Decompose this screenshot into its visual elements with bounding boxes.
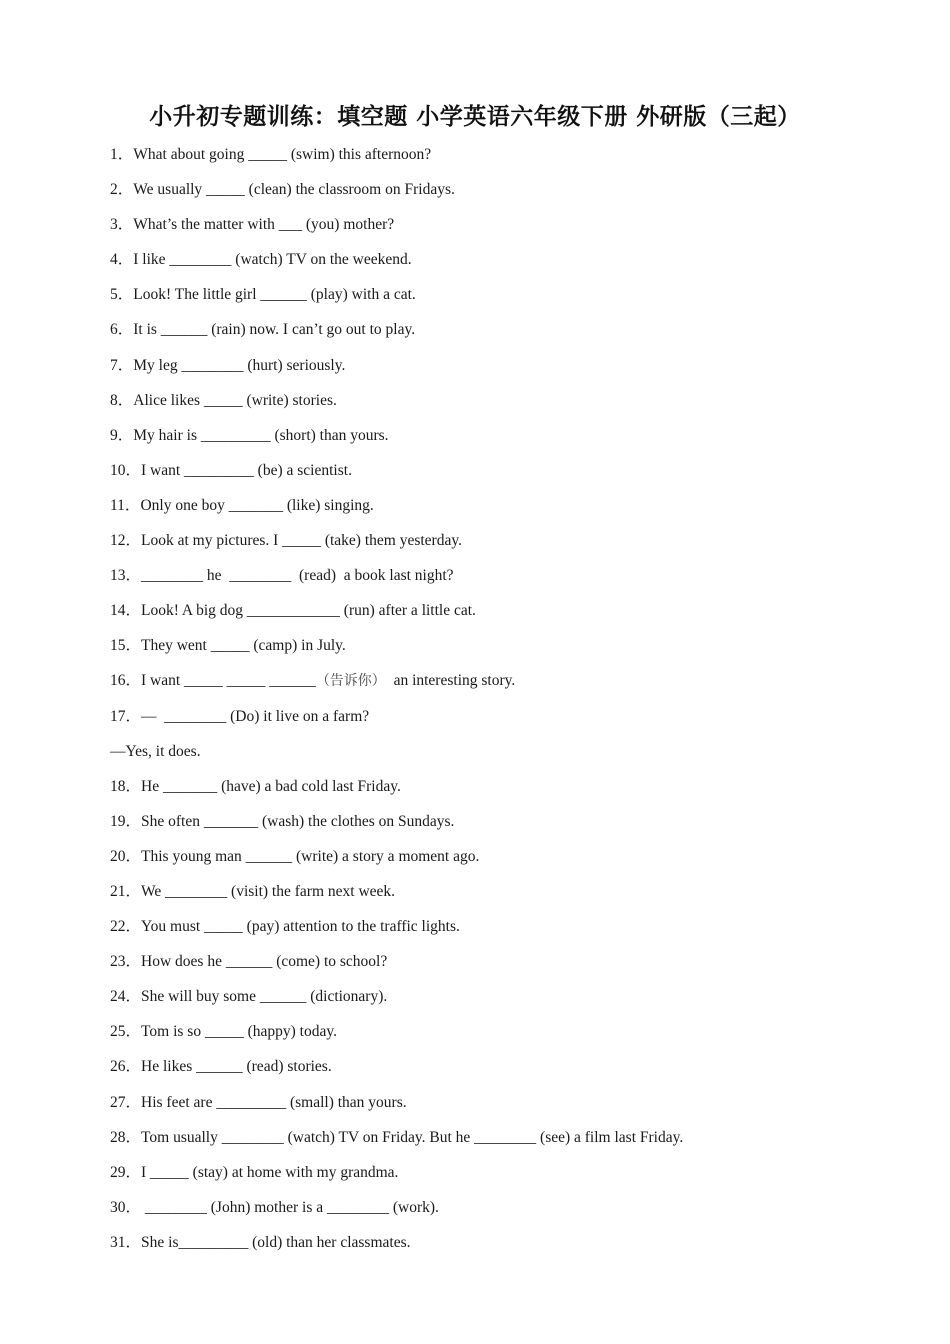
question-text: Look! The little girl ______ (play) with a cat. xyxy=(133,286,416,304)
question-item xyxy=(110,383,910,418)
question-text: What’s the matter with ___ (you) mother? xyxy=(133,216,395,234)
question-text: We ________ (visit) the farm next week. xyxy=(141,882,396,900)
question-item xyxy=(110,734,910,769)
question-text: I like ________ (watch) TV on the weekend. xyxy=(133,251,412,269)
question-item xyxy=(110,558,910,593)
question-text: Tom usually ________ (watch) TV on Friday. But he ________ (see) a film last Friday. xyxy=(141,1128,684,1146)
question-number: 18． xyxy=(110,777,142,795)
question-text: Only one boy _______ (like) singing. xyxy=(140,496,374,514)
question-text: ________ he ________ (read) a book last night? xyxy=(141,567,454,585)
question-number: 13． xyxy=(110,567,142,585)
question-number: 16． xyxy=(110,672,142,690)
question-number: 6． xyxy=(110,321,134,339)
question-text: She will buy some ______ (dictionary). xyxy=(141,988,388,1006)
question-item xyxy=(110,137,910,172)
question-number: 21． xyxy=(110,882,142,900)
question-list xyxy=(110,137,910,1260)
question-number: 25． xyxy=(110,1023,142,1041)
question-number: 20． xyxy=(110,847,142,865)
question-item xyxy=(110,207,910,242)
question-text: I _____ (stay) at home with my grandma. xyxy=(141,1163,399,1181)
question-item xyxy=(110,944,910,979)
question-item xyxy=(110,628,910,663)
question-text: They went _____ (camp) in July. xyxy=(141,637,346,655)
question-number: 4． xyxy=(110,251,134,269)
question-number: 14． xyxy=(110,602,142,620)
question-number: 31． xyxy=(110,1233,142,1251)
question-number: 23． xyxy=(110,953,142,971)
question-item xyxy=(110,909,910,944)
question-item xyxy=(110,1155,910,1190)
question-number: 10． xyxy=(110,461,142,479)
question-text: What about going _____ (swim) this afternoon? xyxy=(133,146,432,163)
question-text: How does he ______ (come) to school? xyxy=(141,953,388,971)
question-number: 22． xyxy=(110,918,142,936)
question-text: — ________ (Do) it live on a farm? xyxy=(141,707,370,725)
question-item xyxy=(110,769,910,804)
question-item xyxy=(110,453,910,488)
question-item xyxy=(110,348,910,383)
question-text: Look at my pictures. I _____ (take) them yesterday. xyxy=(141,532,462,550)
question-item xyxy=(110,874,910,909)
question-number: 12． xyxy=(110,532,142,550)
question-item xyxy=(110,1085,910,1120)
question-item xyxy=(110,804,910,839)
question-item xyxy=(110,312,910,347)
question-number: 24． xyxy=(110,988,142,1006)
question-text: ________ (John) mother is a ________ (work). xyxy=(141,1198,439,1216)
question-text: She is_________ (old) than her classmates. xyxy=(141,1233,411,1251)
question-item xyxy=(110,1014,910,1049)
question-text: I want _____ _____ ______ xyxy=(141,672,316,690)
question-text: My hair is _________ (short) than yours. xyxy=(133,426,389,444)
question-number: 11． xyxy=(110,496,141,514)
question-number: 28． xyxy=(110,1128,142,1146)
question-text: I want _________ (be) a scientist. xyxy=(141,461,352,479)
question-item xyxy=(110,523,910,558)
question-item xyxy=(110,593,910,628)
question-number: 8． xyxy=(110,391,134,409)
question-number: 1． xyxy=(110,146,134,163)
question-item xyxy=(110,277,910,312)
question-item xyxy=(110,1225,910,1260)
question-text: Look! A big dog ____________ (run) after a little cat. xyxy=(141,602,476,620)
question-number: 19． xyxy=(110,812,142,830)
question-item xyxy=(110,242,910,277)
question-item xyxy=(110,663,910,698)
question-item xyxy=(110,1049,910,1084)
question-number: 9． xyxy=(110,426,134,444)
question-number: 2． xyxy=(110,181,134,199)
question-item xyxy=(110,1120,910,1155)
question-item xyxy=(110,979,910,1014)
question-text: He likes ______ (read) stories. xyxy=(141,1058,332,1076)
question-text: This young man ______ (write) a story a moment ago. xyxy=(141,847,480,865)
question-number: 29． xyxy=(110,1163,142,1181)
question-text: Tom is so _____ (happy) today. xyxy=(141,1023,337,1041)
question-item xyxy=(110,839,910,874)
question-text-tail: an interesting story. xyxy=(385,672,516,690)
question-text: We usually _____ (clean) the classroom on Fridays. xyxy=(133,181,455,199)
question-text: You must _____ (pay) attention to the traffic lights. xyxy=(141,918,460,936)
question-text: Alice likes _____ (write) stories. xyxy=(133,391,337,409)
question-item xyxy=(110,488,910,523)
question-item xyxy=(110,172,910,207)
question-number: 30． xyxy=(110,1198,142,1216)
question-number: 27． xyxy=(110,1093,142,1111)
question-chinese-hint: （告诉你） xyxy=(315,673,386,690)
question-item xyxy=(110,699,910,734)
question-text: She often _______ (wash) the clothes on Sundays. xyxy=(141,812,455,830)
question-item xyxy=(110,1190,910,1225)
question-text: He _______ (have) a bad cold last Friday. xyxy=(141,777,401,795)
page-title: 小升初专题训练：填空题 小学英语六年级下册 外研版（三起） xyxy=(149,103,801,130)
question-item xyxy=(110,418,910,453)
question-text: My leg ________ (hurt) seriously. xyxy=(133,356,346,374)
question-text: —Yes, it does. xyxy=(110,742,201,760)
question-number: 26． xyxy=(110,1058,142,1076)
question-number: 7． xyxy=(110,356,134,374)
question-number: 17． xyxy=(110,707,142,725)
question-text: It is ______ (rain) now. I can’t go out to play. xyxy=(133,321,416,339)
question-number: 5． xyxy=(110,286,134,304)
question-number: 3． xyxy=(110,216,134,234)
question-number: 15． xyxy=(110,637,142,655)
question-text: His feet are _________ (small) than yours. xyxy=(141,1093,407,1111)
